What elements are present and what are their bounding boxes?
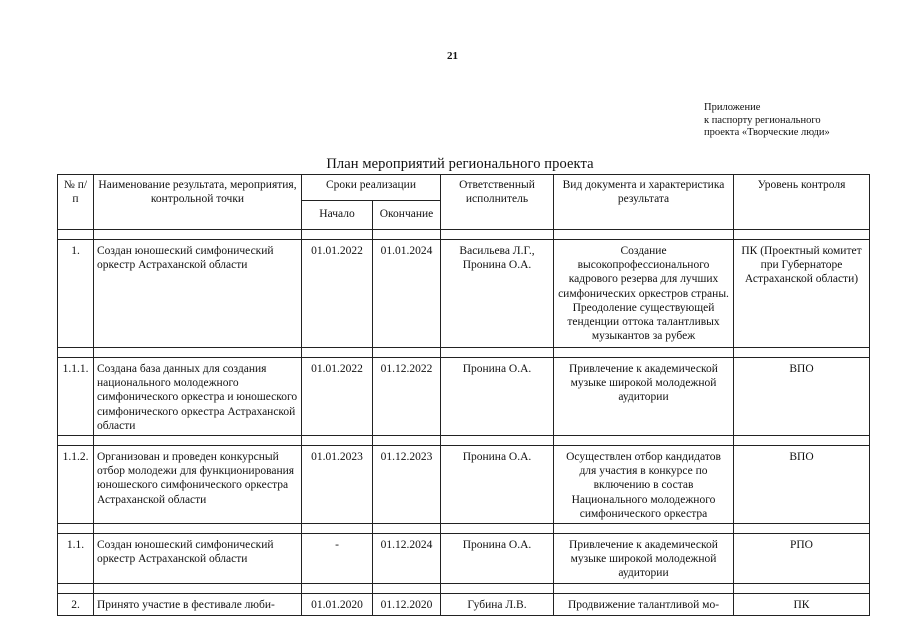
row-responsible: Пронина О.А. (441, 446, 554, 524)
row-doc: Продвижение талантливой мо- (554, 593, 734, 615)
row-responsible: Пронина О.А. (441, 534, 554, 584)
row-end: 01.01.2024 (373, 240, 441, 348)
header-responsible: Ответственный исполнитель (441, 175, 554, 230)
row-control: РПО (734, 534, 870, 584)
header-terms: Сроки реализации (302, 175, 441, 201)
table-row (58, 240, 870, 348)
appendix-line-3: проекта «Творческие люди» (704, 127, 830, 138)
row-doc: Создание высокопрофессионального кадрового резерва для лучших симфонических оркестров страны. Преодоление существующей тенденции оттока талантливых музыкантов за рубеж (554, 240, 734, 348)
row-start: - (302, 534, 373, 584)
row-doc: Привлечение к академической музыке широкой молодежной аудитории (554, 358, 734, 436)
table-row (58, 446, 870, 524)
row-name: Принято участие в фестивале люби- (94, 593, 302, 615)
row-num: 1.1. (58, 534, 94, 584)
header-num: № п/п (58, 175, 94, 230)
row-end: 01.12.2024 (373, 534, 441, 584)
table-row (58, 534, 870, 584)
table-row (58, 593, 870, 615)
row-end: 01.12.2022 (373, 358, 441, 436)
row-name: Создана база данных для создания национального молодежного симфонического оркестра и юношеского симфонического оркестра Астраханской области (94, 358, 302, 436)
plan-table (57, 174, 870, 616)
table-row (58, 358, 870, 436)
row-responsible: Пронина О.А. (441, 358, 554, 436)
document-title: План мероприятий регионального проекта (326, 156, 594, 172)
header-name: Наименование результата, мероприятия, контрольной точки (94, 175, 302, 230)
appendix-line-2: к паспорту регионального (704, 114, 821, 126)
row-start: 01.01.2020 (302, 593, 373, 615)
row-control: ПК (734, 593, 870, 615)
header-end: Окончание (373, 201, 441, 230)
row-num: 1. (58, 240, 94, 348)
row-num: 2. (58, 593, 94, 615)
row-control: ВПО (734, 358, 870, 436)
appendix-note (704, 102, 830, 140)
page-number: 21 (447, 50, 458, 62)
row-num: 1.1.1. (58, 358, 94, 436)
header-start: Начало (302, 201, 373, 230)
row-start: 01.01.2023 (302, 446, 373, 524)
row-responsible: Губина Л.В. (441, 593, 554, 615)
row-start: 01.01.2022 (302, 358, 373, 436)
header-doc-type: Вид документа и характеристика результата (554, 175, 734, 230)
row-doc: Привлечение к академической музыке широкой молодежной аудитории (554, 534, 734, 584)
row-end: 01.12.2020 (373, 593, 441, 615)
header-control: Уровень контроля (734, 175, 870, 230)
row-name: Создан юношеский симфонический оркестр Астраханской области (94, 534, 302, 584)
row-name: Создан юношеский симфонический оркестр Астраханской области (94, 240, 302, 348)
row-control: ВПО (734, 446, 870, 524)
row-num: 1.1.2. (58, 446, 94, 524)
row-name: Организован и проведен конкурсный отбор молодежи для функционирования юношеского симфонического оркестра Астраханской области (94, 446, 302, 524)
row-control: ПК (Проектный комитет при Губернаторе Астраханской области) (734, 240, 870, 348)
row-end: 01.12.2023 (373, 446, 441, 524)
row-start: 01.01.2022 (302, 240, 373, 348)
row-doc: Осуществлен отбор кандидатов для участия в конкурсе по включению в состав Национального молодежного симфонического оркестра (554, 446, 734, 524)
appendix-line-1: Приложение (704, 102, 761, 113)
row-responsible: Васильева Л.Г., Пронина О.А. (441, 240, 554, 348)
